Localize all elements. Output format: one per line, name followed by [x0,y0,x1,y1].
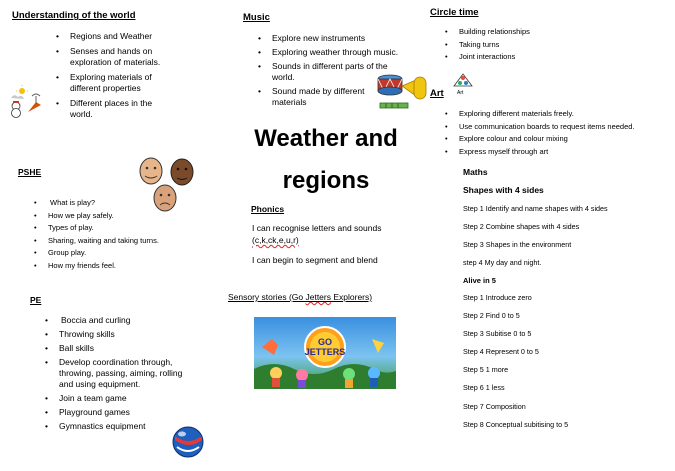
list-item: • How we play safely. [48,210,208,223]
list-item: Step 2 Combine shapes with 4 sides [463,222,580,232]
phonics-letters: (c,k,ck,e,u,r) [252,235,299,245]
list-item: Step 1 Identify and name shapes with 4 sides [463,204,608,213]
instruments-icon [376,71,430,111]
sensory-heading-word: Jetters [305,292,331,302]
list-item: • Explore new instruments [272,33,412,44]
phonics-line-1: I can recognise letters and sounds [252,223,382,233]
list-item: • Use communication boards to request items needed. [459,121,669,134]
understanding-heading: Understanding of the world [12,10,136,21]
go-jetters-logo-text: GO JETTERS [304,337,346,357]
list-item: • How my friends feel. [48,260,208,273]
alive-steps [463,289,568,434]
list-item: • Joint interactions [459,51,599,64]
phonics-line-2: I can begin to segment and blend [252,255,378,265]
list-item: • Explore colour and colour mixing [459,133,669,146]
list-item: Step 1 Introduce zero [463,293,532,302]
palette-icon [451,72,475,90]
pshe-list [48,197,208,272]
list-item: • Gymnastics equipment [59,421,197,432]
pshe-heading: PSHE [18,167,42,177]
list-item: • Senses and hands on exploration of materials. [70,46,162,68]
art-list [459,108,669,158]
list-item: • Express myself through art [459,146,669,159]
sensory-heading-post: Explorers) [331,292,373,302]
list-item: • Sharing, waiting and taking turns. [48,235,208,248]
list-item: step 4 My day and night. [463,258,542,268]
list-item: • Types of play. [48,222,208,235]
phonics-text [252,222,412,266]
list-item: • Sounds in different parts of the world. [272,61,397,83]
pe-list [59,315,197,432]
list-item: Step 7 Composition [463,401,526,411]
list-item: • Throwing skills [59,329,197,340]
list-item: • Ball skills [59,343,197,354]
art-icon-caption: Art [457,90,464,96]
shapes-steps [463,200,608,272]
title-line-1: Weather and [254,125,398,152]
list-item: Step 4 Represent 0 to 5 [463,347,539,357]
list-item: Step 8 Conceptual subitising to 5 [463,419,569,429]
sensory-heading [228,292,372,302]
list-item: • Different places in the world. [70,98,162,120]
art-heading: Art [430,88,444,99]
circle-time-list [459,26,599,64]
list-item: • Develop coordination through, throwing, passing, aiming, rolling and using equipment. [59,357,197,390]
page-title [240,118,412,202]
list-item: • Playground games [59,407,197,418]
maths-sub-shapes: Shapes with 4 sides [463,185,544,195]
music-heading: Music [243,12,270,23]
list-item: Step 6 1 less [463,383,505,393]
sensory-heading-pre: Sensory stories (Go [228,292,306,302]
go-jetters-image [254,317,396,389]
list-item: Step 3 Subitise 0 to 5 [463,329,532,339]
list-item: • Regions and Weather [70,31,162,42]
list-item: Step 2 Find 0 to 5 [463,311,520,321]
list-item: • Boccia and curling [59,315,197,326]
list-item: • Taking turns [459,39,599,52]
list-item: • Group play. [48,247,208,260]
list-item: • Sound made by different materials [272,86,377,108]
list-item: • Exploring weather through music. [272,47,412,58]
understanding-list [70,31,162,120]
list-item: Step 3 Shapes in the environment [463,240,572,250]
list-item: • What is play? [48,197,208,210]
list-item: • Exploring different materials freely. [459,108,669,121]
list-item: • Exploring materials of different properties [70,72,162,94]
weather-icon [8,84,44,118]
ball-icon [171,425,205,459]
list-item: • Join a team game [59,393,197,404]
circle-time-heading: Circle time [430,7,479,18]
pe-heading: PE [30,295,42,305]
list-item: Step 5 1 more [463,365,509,375]
maths-sub-alive: Alive in 5 [463,276,496,285]
title-line-2: regions [282,167,370,194]
maths-heading: Maths [463,167,488,177]
list-item: • Building relationships [459,26,599,39]
phonics-heading: Phonics [251,204,285,214]
